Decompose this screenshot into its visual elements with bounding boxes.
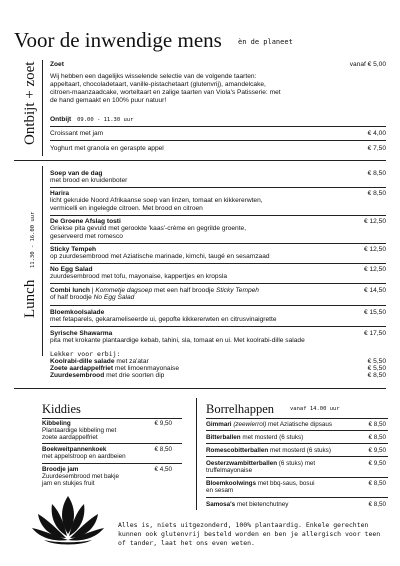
ontbijt-divider: [42, 60, 43, 156]
row-rule: [50, 283, 386, 284]
lunch-side-label: Lunch: [22, 279, 38, 318]
lunch-item-desc: met fetaparels, gekarameliseerde ui, gepofte kikkererwten en citrusvinaigrette: [50, 316, 277, 323]
row-rule: [50, 326, 386, 327]
lunch-item-desc: op zuurdesembrood met Aziatische marinade, kimchi, taugé en sesamzaad: [50, 253, 270, 260]
lunch-item-name: De Groene Afslag tosti: [50, 218, 121, 225]
combi-half: half broodje: [57, 294, 92, 301]
lunch-divider: [42, 166, 43, 356]
borrel-item-price: € 9,50: [368, 447, 386, 454]
borrel-hours: vanaf 14.00 uur: [290, 406, 340, 412]
row-rule: [206, 497, 388, 498]
lunch-item-desc: met brood en kruidenboter: [50, 177, 128, 184]
lunch-item-desc: pita met krokante plantaardige kebab, tahini, sla, tomaat en ui. Met koolrabi-dille salade: [50, 337, 305, 344]
erbij-name: Zuurdesembrood: [50, 372, 105, 379]
ontbijt-item-name: Croissant met jam: [50, 130, 104, 137]
lunch-item-name: Syrische Shawarma: [50, 330, 113, 337]
menu-subtitle: èn de planeet: [238, 38, 293, 46]
kiddies-item-desc: zoete aardappelfriet: [42, 434, 98, 441]
lunch-item-price: € 15,50: [364, 309, 386, 316]
row-rule: [206, 477, 388, 478]
lunch-item-price: € 12,50: [364, 218, 386, 225]
lunch-item-name: No Egg Salad: [50, 266, 93, 273]
borrel-item-name: Bloemkoolwings: [206, 480, 257, 487]
row-rule: [206, 443, 388, 444]
lotus-icon: [30, 494, 106, 548]
borrel-item-price: € 8,50: [368, 501, 386, 508]
erbij-price: € 8,50: [367, 372, 386, 379]
borrel-item-desc2: en sesam: [206, 487, 234, 494]
ontbijt-item-price: € 7,50: [367, 145, 386, 152]
combi-soup: Kommetje dagsoep: [95, 287, 153, 294]
row-rule: [50, 305, 386, 306]
row-rule: [50, 263, 386, 264]
lunch-item-name: Bloemkoolsalade: [50, 309, 105, 316]
borrel-item-price: € 9,50: [368, 460, 386, 467]
kiddies-item-name: Kibbeling: [42, 420, 71, 427]
borrel-item-name: Romescobitterballen: [206, 447, 269, 454]
borrel-item-name: Samosa's: [206, 501, 236, 508]
lunch-item-desc: zuurdesembrood met tofu, mayonaise, kappertjes en kropsla: [50, 273, 228, 280]
row-rule: [42, 463, 182, 464]
borrel-title: Borrelhappen: [206, 402, 275, 416]
borrel-item-price: € 8,50: [368, 480, 386, 487]
ontbijt-hours: 09.00 - 11.30 uur: [77, 117, 134, 123]
row-rule: [50, 243, 386, 244]
kiddies-title: Kiddies: [42, 402, 81, 416]
lunch-item-price: € 12,50: [364, 246, 386, 253]
kiddies-item-price: € 4,50: [154, 466, 172, 473]
combi-desc: met een half broodje: [154, 287, 215, 294]
combi-or: of: [50, 294, 56, 301]
erbij-name: Koolrabi-dille salade: [50, 358, 115, 365]
borrel-item-name: Gimmari: [206, 421, 232, 428]
ontbijt-item-price: € 4,00: [367, 130, 386, 137]
borrel-item-name: Bitterballen: [206, 434, 241, 441]
kiddies-rule: [42, 418, 182, 419]
borrel-item-desc: met mosterd (6 stuks): [270, 447, 331, 454]
section-rule: [14, 388, 386, 389]
erbij-price: € 5,50: [367, 358, 386, 365]
borrel-item-desc: met mosterd (6 stuks): [242, 434, 304, 441]
lunch-item-name: Sticky Tempeh: [50, 246, 97, 253]
erbij-price: € 5,50: [367, 365, 386, 372]
borrel-item-desc: met Aziatische dipsaus: [267, 421, 333, 428]
row-rule: [42, 443, 182, 444]
borrel-item-name: Oesterzwambitterballen: [206, 460, 278, 467]
lunch-item-price: € 8,50: [367, 170, 386, 177]
combi-egg: No Egg Salad: [93, 294, 135, 301]
ontbijt-hours-rule: [50, 126, 386, 127]
lunch-item-desc: Griekse pita gevuld met gerookte 'kaas'-crème en gegrilde groente, geserveerd met romesco: [50, 225, 247, 240]
erbij-name: Zoete aardappelfriet: [50, 365, 114, 372]
borrel-item-price: € 8,50: [368, 434, 386, 441]
ontbijt-side-label: Ontbijt + zoet: [22, 61, 38, 145]
footer-note: Alles is, niets uitgezonderd, 100% plantaardig. Enkele gerechten kunnen ook glutenvrij besteld worden en ben je allergisch voor teen of tander, laat het ons even weten.: [118, 521, 381, 547]
lunch-item-price: € 12,50: [364, 266, 386, 273]
lunch-item-name: Harira: [50, 190, 70, 197]
zoet-price: vanaf € 5,00: [349, 61, 386, 68]
lunch-item-price: € 8,50: [367, 190, 386, 197]
lunch-item-desc: licht gekruide Noord Afrikaanse soep van linzen, tomaat en kikkererwten, vermicelli en ingelegde citroen. Met brood en citroen: [50, 197, 263, 212]
borrel-item-desc: met bietenchutney: [236, 501, 289, 508]
erbij-label: Lekker voor erbij:: [50, 350, 121, 358]
kiddies-item-desc: Plantaardige kibbeling met: [42, 427, 117, 434]
combi-tempeh: Sticky Tempeh: [215, 287, 259, 294]
borrel-item-italic: (zeewierrol): [233, 421, 267, 428]
lunch-item-name: Soep van de dag: [50, 170, 103, 177]
kiddies-item-desc: jam en stukjes fruit: [42, 480, 95, 487]
lunch-item-price: € 14,50: [364, 287, 386, 294]
lunch-side-hours: 11.30 - 16.00 uur: [30, 211, 36, 268]
ontbijt-item-name: Yoghurt met granola en geraspte appel: [50, 145, 164, 152]
kiddies-item-name: Broodje jam: [42, 466, 79, 473]
erbij-desc: met limoenmayonaise: [114, 365, 180, 372]
zoet-description: Wij hebben een dagelijks wisselende selectie van de volgende taarten: appeltaart, chocoladetaart, vanille-pistachetaart (glutenvrij), amandelcake, citroen-maanzaadcake, worteltaart en zalige taarten van Viola's Patisserie: met de hand gemaakt en 100% puur natuur!: [50, 73, 281, 104]
menu-title: Voor de inwendige mens: [14, 28, 222, 52]
lunch-item-name: Combi lunch: [50, 287, 90, 294]
erbij-desc: met za'atar: [116, 358, 149, 365]
borrel-rule: [206, 418, 388, 419]
row-rule: [206, 430, 388, 431]
borrel-item-desc: met bbq-saus, bosui: [257, 480, 315, 487]
row-rule: [206, 456, 388, 457]
lunch-item-price: € 17,50: [364, 330, 386, 337]
borrel-item-desc: (6 stuks) met: [278, 460, 316, 467]
section-rule: [14, 160, 386, 161]
zoet-name: Zoet: [50, 61, 64, 68]
borrel-item-price: € 8,50: [368, 421, 386, 428]
row-rule: [50, 187, 386, 188]
kiddies-item-desc: met appelstroop en aardbeien: [42, 453, 126, 460]
row-rule: [50, 140, 386, 141]
column-divider: [196, 398, 197, 510]
borrel-item-desc2: truffelmayonaise: [206, 467, 253, 474]
kiddies-item-price: € 9,50: [154, 420, 172, 427]
kiddies-item-desc: Zuurdesembrood met bakje: [42, 473, 120, 480]
row-rule: [50, 215, 386, 216]
kiddies-item-name: Boekweitpannenkoek: [42, 446, 107, 453]
ontbijt-label: Ontbijt: [50, 116, 72, 123]
erbij-desc: met drie soorten dip: [106, 372, 165, 379]
kiddies-item-price: € 8,50: [154, 446, 172, 453]
